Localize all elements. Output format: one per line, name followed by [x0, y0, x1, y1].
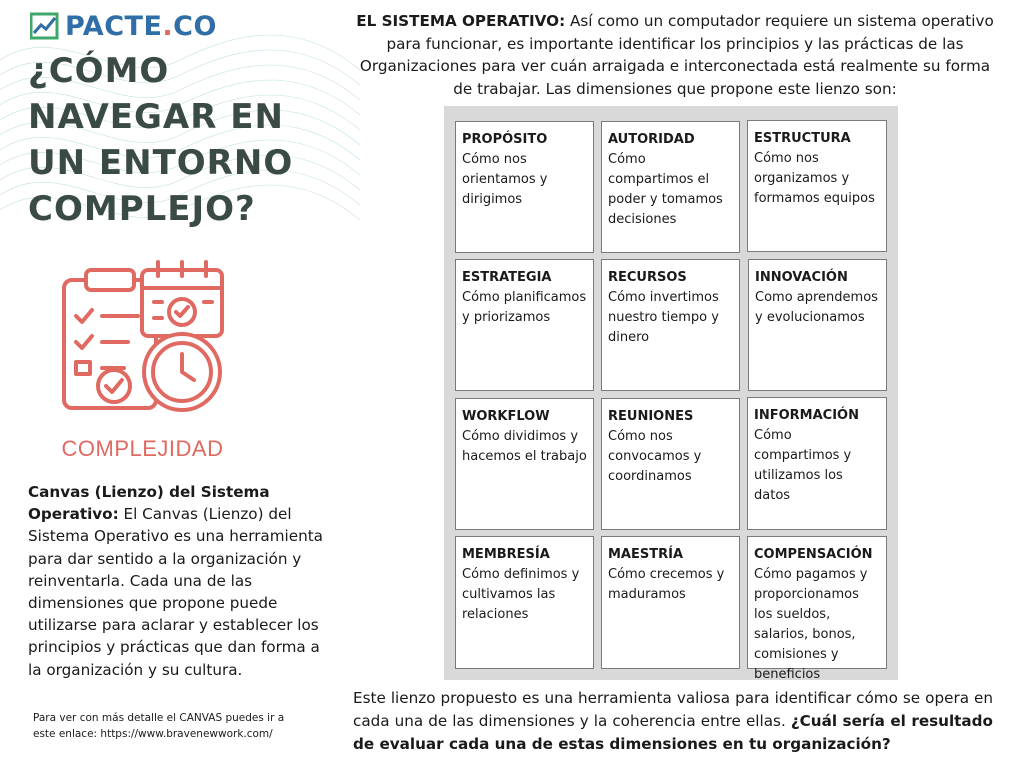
logo-text	[65, 11, 217, 42]
dimension-description: Cómo nos convocamos y coordinamos	[608, 429, 702, 484]
dimension-description: Cómo crecemos y maduramos	[608, 567, 725, 602]
complexity-icon	[58, 258, 228, 418]
dimension-description: Cómo pagamos y proporcionamos los sueldos, salarios, bonos, comisiones y beneficios	[754, 567, 868, 682]
dimension-title: RECURSOS	[608, 270, 687, 285]
dimension-title: COMPENSACIÓN	[754, 547, 873, 562]
page-title	[28, 48, 348, 232]
closing-question: ¿Cuál sería el resultado de evaluar cada una de estas dimensiones en tu organización?	[353, 712, 993, 753]
dimension-title: INNOVACIÓN	[755, 270, 848, 285]
title-line: COMPLEJO?	[28, 189, 256, 229]
chart-logo-icon	[30, 11, 60, 41]
dimension-card-reuniones	[601, 398, 740, 530]
dimension-card-informacion	[747, 397, 887, 530]
dimension-title: AUTORIDAD	[608, 132, 695, 147]
dimension-title: ESTRUCTURA	[754, 131, 851, 146]
logo-text-co: CO	[173, 10, 217, 42]
intro-heading: EL SISTEMA OPERATIVO:	[356, 12, 566, 30]
closing-paragraph	[353, 687, 993, 756]
dimension-card-compensacion	[747, 536, 887, 682]
dimension-description: Cómo compartimos el poder y tomamos decisiones	[608, 152, 723, 227]
dimension-title: ESTRATEGIA	[462, 270, 552, 285]
canvas-link-note: Para ver con más detalle el CANVAS puedes ir a este enlace: https://www.bravenewwork.com/	[33, 712, 285, 740]
dimension-title: MAESTRÍA	[608, 547, 684, 562]
dimension-description: Cómo definimos y cultivamos las relaciones	[462, 567, 580, 622]
dimension-card-proposito	[455, 121, 594, 253]
dimension-description: Cómo compartimos y utilizamos los datos	[754, 428, 852, 503]
dimension-card-estrategia	[455, 259, 594, 391]
dimension-description: Cómo dividimos y hacemos el trabajo	[462, 429, 587, 464]
dimension-description: Cómo nos orientamos y dirigimos	[462, 152, 548, 207]
dimension-title: WORKFLOW	[462, 409, 550, 424]
dimension-card-membresia	[455, 536, 594, 669]
dimension-card-estructura	[747, 120, 887, 252]
title-line: UN ENTORNO	[28, 143, 294, 183]
dimension-card-maestria	[601, 536, 740, 669]
dimension-title: REUNIONES	[608, 409, 694, 424]
dimension-description: Como aprendemos y evolucionamos	[755, 290, 878, 325]
dimension-description: Cómo planificamos y priorizamos	[462, 290, 587, 325]
dimension-card-autoridad	[601, 121, 740, 253]
dimension-description: Cómo invertimos nuestro tiempo y dinero	[608, 290, 719, 345]
canvas-description-text: El Canvas (Lienzo) del Sistema Operativo es una herramienta para dar sentido a la organización y reinventarla. Cada una de las dimensiones que propone puede utilizarse para aclarar y establecer los principios y prácticas que dan forma a la organización y su cultura.	[28, 505, 323, 679]
dimension-title: INFORMACIÓN	[754, 408, 859, 423]
closing-text: Este lienzo propuesto es una herramienta valiosa para identificar cómo se opera en cada una de las dimensiones y la coherencia entre ellas.	[353, 689, 993, 730]
intro-text: Así como un computador requiere un sistema operativo para funcionar, es importante identificar los principios y las prácticas de las Organizaciones para ver cuán arraigada e interconectada está realmente su forma de trabajar. Las dimensiones que propone este lienzo son:	[359, 12, 994, 98]
dimension-card-recursos	[601, 259, 740, 391]
title-line: NAVEGAR EN	[28, 97, 284, 137]
dimension-title: PROPÓSITO	[462, 132, 548, 147]
dimension-description: Cómo nos organizamos y formamos equipos	[754, 151, 875, 206]
canvas-description	[28, 481, 328, 681]
dimension-title: MEMBRESÍA	[462, 547, 550, 562]
title-line: ¿CÓMO	[28, 51, 170, 91]
logo-text-pacte: PACTE	[65, 10, 163, 42]
canvas-grid	[444, 106, 898, 680]
operating-system-intro	[350, 10, 1000, 100]
logo-text-dot: .	[162, 10, 174, 42]
dimension-card-workflow	[455, 398, 594, 530]
canvas-description-heading: Canvas (Lienzo) del Sistema Operativo:	[28, 483, 270, 524]
dimension-card-innovacion	[748, 259, 887, 391]
complexity-label: COMPLEJIDAD	[61, 436, 224, 461]
pacte-logo	[30, 10, 217, 42]
